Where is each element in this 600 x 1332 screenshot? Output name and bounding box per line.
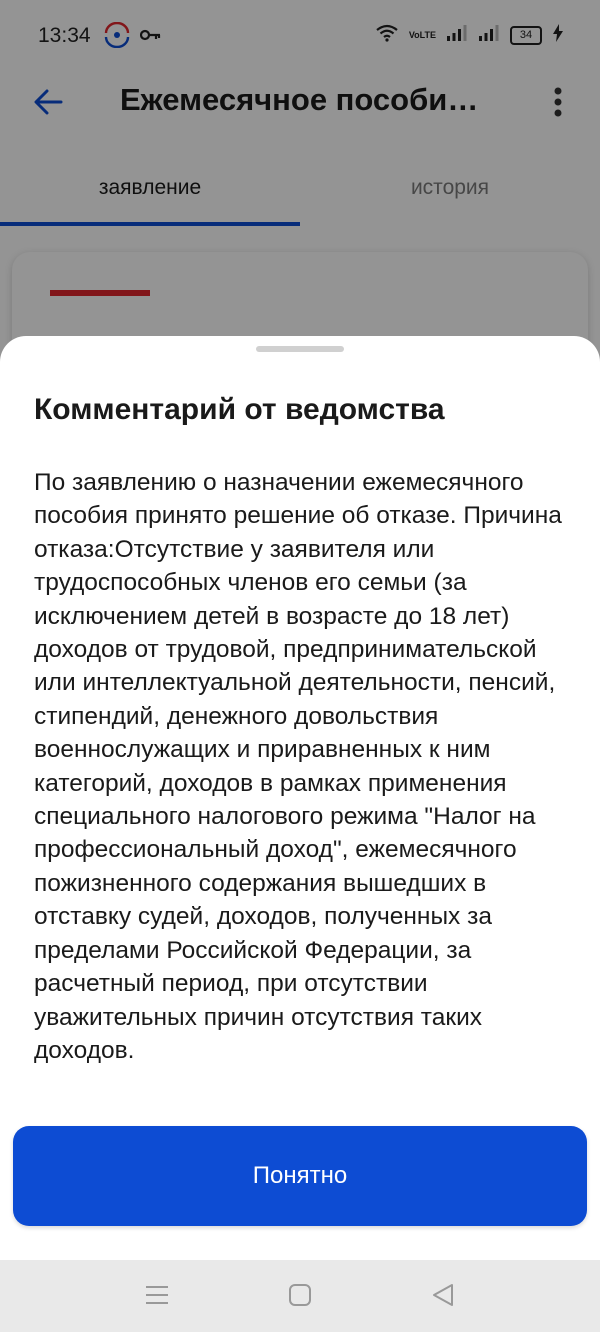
ok-button[interactable]: Понятно: [13, 1126, 587, 1226]
recent-apps-button[interactable]: [142, 1282, 172, 1312]
sheet-drag-handle[interactable]: [256, 346, 344, 352]
volte-indicator: VoLTE: [408, 30, 436, 40]
battery-level: 34: [519, 29, 533, 41]
tab-history[interactable]: история: [410, 176, 490, 199]
tab-application[interactable]: заявление: [98, 176, 202, 199]
system-back-button[interactable]: [428, 1282, 458, 1312]
sheet-body-text: По заявлению о назначении ежемесячного пособия принято решение об отказе. Причина отказа:Отсутствие у заявителя или трудоспособных членов его семьи (за исключением детей в возрасте до 18 лет) доходов от трудовой, предпринимательской или интеллектуальной деятельности, пенсий, стипендий, денежного довольствия военнослужащих и приравненных к ним категорий, доходов в рамках применения специального налогового режима "Налог на профессиональный доход", ежемесячного пожизненного содержания вышедших в отставку судей, доходов, полученных за пределами Российской Федерации, за расчетный период, при отсутствии уважительных причин отсутствия таких доходов.: [34, 469, 562, 1064]
home-square-icon: [288, 1283, 312, 1312]
status-time: 13:34: [38, 24, 91, 47]
menu-icon: [145, 1284, 169, 1311]
home-button[interactable]: [285, 1282, 315, 1312]
bottom-sheet: [0, 336, 600, 1260]
system-nav-bar: [0, 1260, 600, 1332]
sheet-title: Комментарий от ведомства: [34, 393, 445, 426]
back-triangle-icon: [431, 1283, 455, 1312]
page-title: Ежемесячное пособи…: [120, 82, 479, 117]
